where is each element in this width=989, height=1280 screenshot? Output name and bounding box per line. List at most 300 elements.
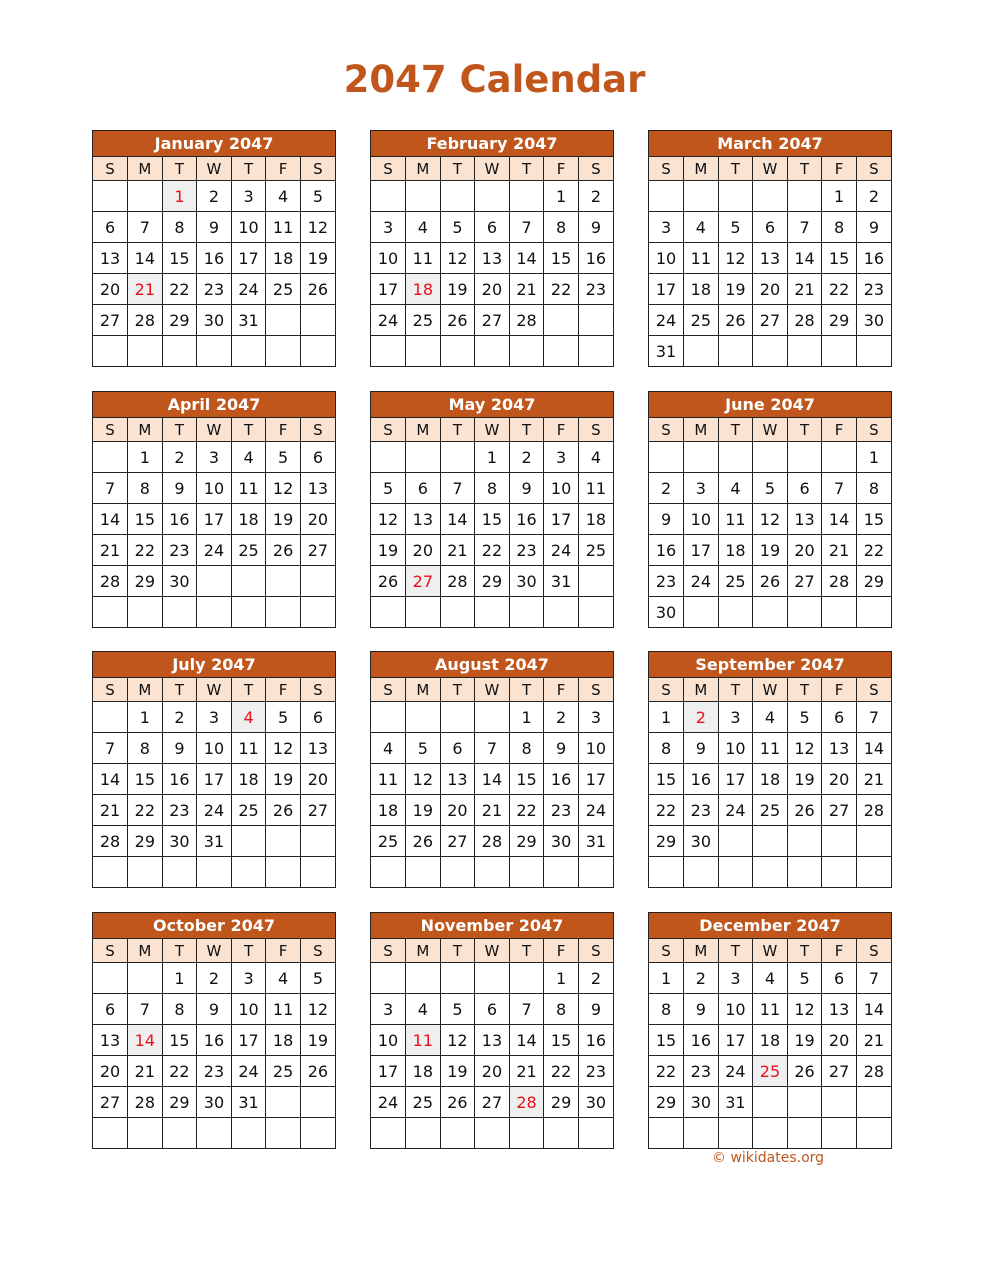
empty-cell <box>544 857 579 888</box>
day-cell: 13 <box>787 504 822 535</box>
day-cell: 29 <box>162 305 197 336</box>
day-cell: 23 <box>578 1056 613 1087</box>
empty-cell <box>266 1118 301 1149</box>
week-row <box>371 702 613 733</box>
day-cell: 15 <box>649 1025 684 1056</box>
day-cell: 4 <box>753 702 788 733</box>
day-cell: 10 <box>197 733 232 764</box>
weekday-header: M <box>128 418 163 442</box>
day-cell: 18 <box>231 504 266 535</box>
week-row <box>371 212 613 243</box>
day-cell: 21 <box>856 1025 891 1056</box>
empty-cell <box>649 1118 684 1149</box>
empty-cell <box>406 857 441 888</box>
weekday-header: W <box>475 939 510 963</box>
day-cell: 9 <box>162 733 197 764</box>
weekday-header: T <box>231 418 266 442</box>
empty-cell <box>509 1118 544 1149</box>
empty-cell <box>93 597 128 628</box>
weekday-header: S <box>649 157 684 181</box>
week-row <box>649 764 891 795</box>
empty-cell <box>231 826 266 857</box>
day-cell: 9 <box>856 212 891 243</box>
weekday-header: S <box>856 157 891 181</box>
weekday-header: T <box>787 418 822 442</box>
empty-cell <box>371 963 406 994</box>
day-cell: 23 <box>856 274 891 305</box>
month-table <box>371 157 613 366</box>
day-cell: 13 <box>822 733 857 764</box>
day-cell: 12 <box>266 473 301 504</box>
day-cell: 20 <box>93 274 128 305</box>
day-cell: 26 <box>718 305 753 336</box>
empty-cell <box>266 566 301 597</box>
day-cell: 20 <box>475 274 510 305</box>
week-row <box>93 733 335 764</box>
week-row <box>371 274 613 305</box>
weekday-header: M <box>406 157 441 181</box>
day-cell: 3 <box>649 212 684 243</box>
weekday-header: T <box>440 939 475 963</box>
week-row <box>649 566 891 597</box>
day-cell: 31 <box>231 305 266 336</box>
weekday-header: M <box>406 939 441 963</box>
empty-cell <box>128 597 163 628</box>
weekday-header: M <box>684 939 719 963</box>
empty-cell <box>93 1118 128 1149</box>
day-cell: 13 <box>406 504 441 535</box>
week-row <box>371 994 613 1025</box>
week-row <box>93 702 335 733</box>
empty-cell <box>578 857 613 888</box>
weekday-header: W <box>475 157 510 181</box>
day-cell: 26 <box>371 566 406 597</box>
day-cell: 27 <box>822 795 857 826</box>
day-cell: 11 <box>266 212 301 243</box>
weekday-header: S <box>578 678 613 702</box>
day-cell: 18 <box>266 243 301 274</box>
day-cell: 28 <box>822 566 857 597</box>
empty-cell <box>578 566 613 597</box>
weekday-header: M <box>128 678 163 702</box>
day-cell: 29 <box>128 826 163 857</box>
month-table <box>93 678 335 887</box>
day-cell: 14 <box>93 764 128 795</box>
day-cell: 27 <box>822 1056 857 1087</box>
week-row <box>371 857 613 888</box>
day-cell: 28 <box>440 566 475 597</box>
day-cell: 25 <box>406 1087 441 1118</box>
day-cell: 20 <box>475 1056 510 1087</box>
empty-cell <box>406 336 441 367</box>
empty-cell <box>856 857 891 888</box>
day-cell: 27 <box>475 1087 510 1118</box>
day-cell: 21 <box>475 795 510 826</box>
empty-cell <box>162 857 197 888</box>
day-cell: 14 <box>509 243 544 274</box>
day-cell: 15 <box>856 504 891 535</box>
day-cell: 29 <box>649 1087 684 1118</box>
day-cell: 25 <box>231 795 266 826</box>
day-cell: 20 <box>822 1025 857 1056</box>
day-cell: 6 <box>440 733 475 764</box>
day-cell: 28 <box>128 1087 163 1118</box>
day-cell: 24 <box>684 566 719 597</box>
day-cell: 26 <box>300 1056 335 1087</box>
week-row <box>93 826 335 857</box>
day-cell: 9 <box>684 733 719 764</box>
day-cell: 18 <box>753 1025 788 1056</box>
day-cell: 21 <box>93 795 128 826</box>
day-cell: 30 <box>684 1087 719 1118</box>
empty-cell <box>787 336 822 367</box>
empty-cell <box>197 566 232 597</box>
day-cell: 22 <box>822 274 857 305</box>
day-cell: 23 <box>649 566 684 597</box>
month-march <box>648 130 892 367</box>
empty-cell <box>300 1118 335 1149</box>
day-cell: 19 <box>266 764 301 795</box>
day-cell: 7 <box>128 994 163 1025</box>
day-cell: 6 <box>822 702 857 733</box>
weekday-header: T <box>787 678 822 702</box>
week-row <box>649 795 891 826</box>
week-row <box>93 336 335 367</box>
week-row <box>371 1056 613 1087</box>
weekday-header: M <box>684 418 719 442</box>
day-cell: 12 <box>300 212 335 243</box>
day-cell: 21 <box>128 274 163 305</box>
day-cell: 13 <box>300 473 335 504</box>
day-cell: 19 <box>266 504 301 535</box>
empty-cell <box>93 857 128 888</box>
day-cell: 9 <box>649 504 684 535</box>
day-cell: 19 <box>371 535 406 566</box>
month-table <box>649 418 891 627</box>
empty-cell <box>684 442 719 473</box>
week-row <box>649 857 891 888</box>
week-row <box>649 1025 891 1056</box>
footer-link[interactable]: © wikidates.org <box>712 1150 825 1166</box>
day-cell: 15 <box>544 1025 579 1056</box>
weekday-header: S <box>856 418 891 442</box>
day-cell: 8 <box>509 733 544 764</box>
day-cell: 21 <box>856 764 891 795</box>
week-row <box>649 597 891 628</box>
empty-cell <box>753 181 788 212</box>
day-cell: 16 <box>649 535 684 566</box>
month-april <box>92 391 336 628</box>
month-title: April 2047 <box>93 392 335 418</box>
day-cell: 28 <box>856 795 891 826</box>
weekday-header: M <box>406 418 441 442</box>
weekday-header: W <box>197 418 232 442</box>
empty-cell <box>822 336 857 367</box>
day-cell: 8 <box>128 473 163 504</box>
day-cell: 1 <box>509 702 544 733</box>
empty-cell <box>753 1087 788 1118</box>
week-row <box>649 243 891 274</box>
empty-cell <box>649 442 684 473</box>
month-title: March 2047 <box>649 131 891 157</box>
week-row <box>93 535 335 566</box>
day-cell: 16 <box>162 504 197 535</box>
day-cell: 26 <box>440 1087 475 1118</box>
month-june <box>648 391 892 628</box>
day-cell: 8 <box>128 733 163 764</box>
weekday-header: S <box>93 939 128 963</box>
empty-cell <box>856 597 891 628</box>
day-cell: 28 <box>475 826 510 857</box>
day-cell: 30 <box>197 305 232 336</box>
day-cell: 19 <box>406 795 441 826</box>
day-cell: 7 <box>787 212 822 243</box>
weekday-header: T <box>509 678 544 702</box>
empty-cell <box>787 442 822 473</box>
week-row <box>93 994 335 1025</box>
day-cell: 23 <box>684 1056 719 1087</box>
empty-cell <box>162 1118 197 1149</box>
day-cell: 30 <box>197 1087 232 1118</box>
weekday-header: T <box>231 939 266 963</box>
day-cell: 18 <box>231 764 266 795</box>
day-cell: 15 <box>162 243 197 274</box>
week-row <box>649 504 891 535</box>
empty-cell <box>684 336 719 367</box>
day-cell: 2 <box>684 963 719 994</box>
day-cell: 22 <box>128 795 163 826</box>
weekday-header: S <box>578 939 613 963</box>
day-cell: 6 <box>93 994 128 1025</box>
empty-cell <box>475 181 510 212</box>
day-cell: 13 <box>475 1025 510 1056</box>
empty-cell <box>128 181 163 212</box>
day-cell: 28 <box>93 826 128 857</box>
day-cell: 28 <box>856 1056 891 1087</box>
day-cell: 13 <box>93 1025 128 1056</box>
empty-cell <box>475 857 510 888</box>
empty-cell <box>406 963 441 994</box>
day-cell: 28 <box>128 305 163 336</box>
day-cell: 17 <box>544 504 579 535</box>
day-cell: 2 <box>197 181 232 212</box>
day-cell: 28 <box>93 566 128 597</box>
day-cell: 30 <box>578 1087 613 1118</box>
month-table <box>371 418 613 627</box>
day-cell: 19 <box>300 243 335 274</box>
day-cell: 16 <box>509 504 544 535</box>
day-cell: 1 <box>856 442 891 473</box>
day-cell: 25 <box>718 566 753 597</box>
empty-cell <box>300 305 335 336</box>
weekday-header: S <box>649 418 684 442</box>
day-cell: 31 <box>578 826 613 857</box>
weekday-header: T <box>718 157 753 181</box>
day-cell: 19 <box>753 535 788 566</box>
week-row <box>649 702 891 733</box>
day-cell: 3 <box>371 212 406 243</box>
day-cell: 10 <box>197 473 232 504</box>
day-cell: 4 <box>371 733 406 764</box>
month-july <box>92 651 336 888</box>
day-cell: 17 <box>684 535 719 566</box>
day-cell: 13 <box>753 243 788 274</box>
weekday-header: W <box>753 157 788 181</box>
day-cell: 10 <box>718 733 753 764</box>
month-december <box>648 912 892 1149</box>
weekday-header: W <box>197 678 232 702</box>
day-cell: 3 <box>578 702 613 733</box>
day-cell: 5 <box>371 473 406 504</box>
day-cell: 28 <box>509 1087 544 1118</box>
day-cell: 11 <box>718 504 753 535</box>
day-cell: 16 <box>578 1025 613 1056</box>
day-cell: 9 <box>544 733 579 764</box>
day-cell: 13 <box>300 733 335 764</box>
day-cell: 28 <box>787 305 822 336</box>
month-august <box>370 651 614 888</box>
day-cell: 17 <box>231 243 266 274</box>
day-cell: 31 <box>544 566 579 597</box>
empty-cell <box>266 597 301 628</box>
weekday-header: S <box>93 678 128 702</box>
day-cell: 22 <box>162 1056 197 1087</box>
day-cell: 18 <box>718 535 753 566</box>
empty-cell <box>684 857 719 888</box>
day-cell: 4 <box>266 181 301 212</box>
day-cell: 25 <box>266 274 301 305</box>
day-cell: 14 <box>787 243 822 274</box>
day-cell: 23 <box>197 1056 232 1087</box>
day-cell: 11 <box>753 994 788 1025</box>
week-row <box>93 243 335 274</box>
day-cell: 4 <box>753 963 788 994</box>
month-title: December 2047 <box>649 913 891 939</box>
day-cell: 7 <box>509 212 544 243</box>
week-row <box>371 181 613 212</box>
day-cell: 13 <box>93 243 128 274</box>
day-cell: 5 <box>440 994 475 1025</box>
week-row <box>371 1118 613 1149</box>
weekday-header: S <box>93 157 128 181</box>
day-cell: 27 <box>93 1087 128 1118</box>
day-cell: 6 <box>475 994 510 1025</box>
day-cell: 14 <box>440 504 475 535</box>
empty-cell <box>544 597 579 628</box>
empty-cell <box>684 181 719 212</box>
day-cell: 15 <box>162 1025 197 1056</box>
day-cell: 6 <box>300 702 335 733</box>
month-table <box>371 678 613 887</box>
day-cell: 8 <box>856 473 891 504</box>
day-cell: 22 <box>544 274 579 305</box>
day-cell: 10 <box>649 243 684 274</box>
day-cell: 6 <box>93 212 128 243</box>
week-row <box>649 963 891 994</box>
day-cell: 5 <box>718 212 753 243</box>
day-cell: 18 <box>406 274 441 305</box>
weekday-header: T <box>718 418 753 442</box>
day-cell: 7 <box>93 473 128 504</box>
day-cell: 23 <box>162 535 197 566</box>
weekday-header: S <box>649 939 684 963</box>
week-row <box>371 336 613 367</box>
day-cell: 2 <box>509 442 544 473</box>
day-cell: 1 <box>544 181 579 212</box>
weekday-header: S <box>371 418 406 442</box>
day-cell: 8 <box>822 212 857 243</box>
empty-cell <box>649 181 684 212</box>
month-title: September 2047 <box>649 652 891 678</box>
empty-cell <box>787 857 822 888</box>
day-cell: 4 <box>406 994 441 1025</box>
day-cell: 22 <box>128 535 163 566</box>
week-row <box>371 963 613 994</box>
day-cell: 9 <box>684 994 719 1025</box>
empty-cell <box>578 597 613 628</box>
day-cell: 27 <box>787 566 822 597</box>
week-row <box>371 473 613 504</box>
empty-cell <box>856 1087 891 1118</box>
day-cell: 18 <box>578 504 613 535</box>
day-cell: 12 <box>266 733 301 764</box>
day-cell: 4 <box>406 212 441 243</box>
day-cell: 15 <box>128 764 163 795</box>
weekday-header: S <box>371 939 406 963</box>
week-row <box>649 336 891 367</box>
week-row <box>371 826 613 857</box>
day-cell: 19 <box>440 1056 475 1087</box>
empty-cell <box>197 597 232 628</box>
empty-cell <box>856 826 891 857</box>
empty-cell <box>440 1118 475 1149</box>
day-cell: 6 <box>753 212 788 243</box>
day-cell: 30 <box>684 826 719 857</box>
week-row <box>371 504 613 535</box>
empty-cell <box>544 336 579 367</box>
day-cell: 7 <box>93 733 128 764</box>
day-cell: 30 <box>509 566 544 597</box>
empty-cell <box>406 442 441 473</box>
week-row <box>93 1087 335 1118</box>
empty-cell <box>371 442 406 473</box>
weekday-header: S <box>300 418 335 442</box>
day-cell: 13 <box>822 994 857 1025</box>
day-cell: 14 <box>509 1025 544 1056</box>
day-cell: 20 <box>406 535 441 566</box>
month-title: February 2047 <box>371 131 613 157</box>
empty-cell <box>718 336 753 367</box>
weekday-header: S <box>371 157 406 181</box>
empty-cell <box>509 857 544 888</box>
empty-cell <box>649 857 684 888</box>
day-cell: 22 <box>162 274 197 305</box>
day-cell: 2 <box>578 963 613 994</box>
weekday-header: W <box>197 157 232 181</box>
empty-cell <box>509 597 544 628</box>
weekday-header: S <box>856 678 891 702</box>
day-cell: 11 <box>578 473 613 504</box>
month-table <box>649 939 891 1148</box>
day-cell: 4 <box>684 212 719 243</box>
week-row <box>93 795 335 826</box>
week-row <box>371 243 613 274</box>
weekday-header: W <box>475 418 510 442</box>
day-cell: 26 <box>753 566 788 597</box>
empty-cell <box>578 336 613 367</box>
day-cell: 12 <box>787 994 822 1025</box>
week-row <box>93 181 335 212</box>
